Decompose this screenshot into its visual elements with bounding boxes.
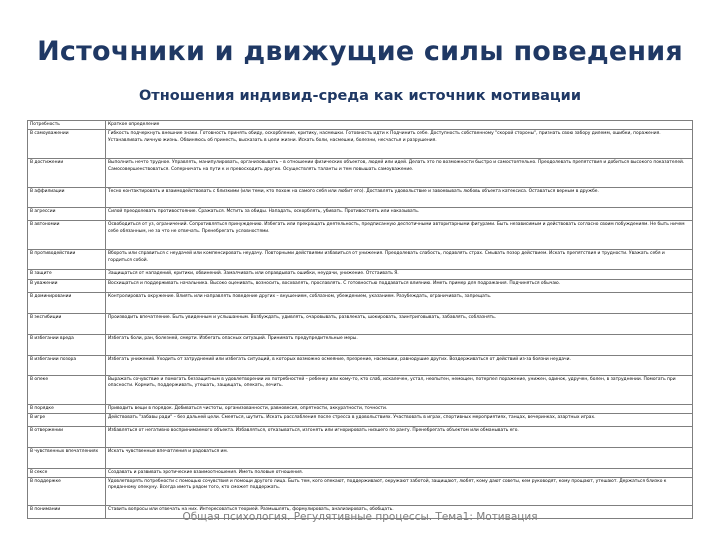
header-cell-description: Краткое определение xyxy=(106,121,693,130)
need-description-cell: Ставить вопросы или отвечать на них. Интересоваться теорией. Размышлять, формулировать, анализировать, обобщать. xyxy=(106,506,693,519)
need-name-cell: В самоуважении xyxy=(28,130,106,159)
need-name-cell: В уважении xyxy=(28,279,106,292)
need-description-cell: Искать чувственные впечатления и радоваться им. xyxy=(106,447,693,468)
need-description-cell: Создавать и развивать эротические взаимоотношения. Иметь половые отношения. xyxy=(106,468,693,477)
table-row xyxy=(28,375,693,404)
need-description-cell: Действовать "забавы ради" – без дальней цели. Смеяться, шутить. Искать расслабления после стресса в удовольствиях. Участвовать в играх, спортивных мероприятиях, танцах, вечеринках, азартных играх. xyxy=(106,413,693,426)
need-description-cell: Избегать боли, ран, болезней, смерти. Избегать опасных ситуаций. Принимать предупредительные меры. xyxy=(106,334,693,355)
need-name-cell: В отвержении xyxy=(28,426,106,447)
table-row xyxy=(28,292,693,313)
need-name-cell: В автономии xyxy=(28,221,106,250)
table-row xyxy=(28,313,693,334)
need-name-cell: В порядке xyxy=(28,404,106,413)
table-row xyxy=(28,404,693,413)
table-row xyxy=(28,159,693,188)
needs-table xyxy=(27,120,693,519)
need-description-cell: Восхищаться и поддерживать начальника. Высоко оценивать, возносить, восхвалять, прославлять. С готовностью поддаваться влиянию. Иметь пример для подражания. Подчиняться обычаю. xyxy=(106,279,693,292)
table-row xyxy=(28,130,693,159)
need-description-cell: Производить впечатление. Быть увиденным и услышанным. Возбуждать, удивлять, очаровывать, развлекать, шокировать, заинтриговывать, забавлять, соблазнять. xyxy=(106,313,693,334)
need-name-cell: В чувственных впечатлениях xyxy=(28,447,106,468)
need-name-cell: В понимании xyxy=(28,506,106,519)
need-description-cell: Контролировать окружение. Влиять или направлять поведение других – внушением, соблазном, убеждением, указанием. Разубеждать, ограничивать, запрещать. xyxy=(106,292,693,313)
header-cell-need: Потребность xyxy=(28,121,106,130)
table-row xyxy=(28,447,693,468)
table-row xyxy=(28,468,693,477)
need-description-cell: Вбороть или справиться с неудачей или компенсировать неудачу. Повторными действиями избавиться от унижения. Преодолевать слабость, подавлять страх. Смывать позор действием. Искать препятствия и трудности. Уважать себя и гордиться собой. xyxy=(106,250,693,270)
need-description-cell: Приводить вещи в порядок. Добиваться чистоты, организованности, равновесия, опрятности, аккуратности, точности. xyxy=(106,404,693,413)
table-row xyxy=(28,270,693,279)
need-description-cell: Освободиться от уз, ограничений. Сопротивляться принуждению. Избегать или прекращать деятельность, предписанную деспотичными авторитарными фигурами. Быть независимым и действовать согласно своим побуждениям. Не быть ничем себе обязанным, не за что не отвечать. Пренебрегать условностями. xyxy=(106,221,693,250)
need-name-cell: В игре xyxy=(28,413,106,426)
table-row xyxy=(28,208,693,221)
need-description-cell: Выражать сочувствие и помогать беззащитным в удовлетворении их потребностей – ребенку или кому-то, кто слаб, искалечен, устал, неопытен, немощен, потерпел поражение, унижен, одинок, удручен, болен, в затруднении. Помогать при опасности. Кормить, поддерживать, утешать, защищать, опекать, лечить. xyxy=(106,375,693,404)
need-description-cell: Удовлетворять потребности с помощью сочувствия и помощи другого лица. Быть тем, кого опекают, поддерживают, окружают заботой, защищают, любят, кому дают советы, кем руководят, кому прощают, утешают. Держаться близко к преданному опекуну. Всегда иметь рядом того, кто сможет поддержать. xyxy=(106,478,693,506)
need-description-cell: Тесно контактировать и взаимодействовать с близкими (или теми, кто похож на самого себя или любит его). Доставлять удовольствие и завоевывать любовь объекта катексиса. Оставаться верным в дружбе. xyxy=(106,188,693,208)
need-description-cell: Гибкость подчеркнуть внешние знаки. Готовность принять обиду, оскорбление, критику, насмешки. Готовность идти к Подчинить себе. Доступность собственному "скорой стороны", признать свою забору дилемм, ошибки, поражения. Устанавливать личную жизнь. Обвиняюсь об принесть, высказать в цели жизни. Искать боли, насмешки, болезни, несчастья и разрушения. xyxy=(106,130,693,159)
need-name-cell: В сексе xyxy=(28,468,106,477)
need-name-cell: В доминировании xyxy=(28,292,106,313)
table-row xyxy=(28,334,693,355)
table-header-row xyxy=(28,121,693,130)
need-name-cell: В аффилиации xyxy=(28,188,106,208)
need-name-cell: В избегании позора xyxy=(28,355,106,375)
need-description-cell: Избавляться от негативно воспринимаемого объекта. Избавляться, отказываться, изгонять или игнорировать низшего по рангу. Пренебрегать объектом или обманывать его. xyxy=(106,426,693,447)
need-name-cell: В противодействии xyxy=(28,250,106,270)
table-row xyxy=(28,413,693,426)
need-name-cell: В избегании вреда xyxy=(28,334,106,355)
table-row xyxy=(28,221,693,250)
need-description-cell: Защищаться от нападений, критики, обвинений. Замалчивать или оправдывать ошибки, неудачи, унижение. Отстаивать Я. xyxy=(106,270,693,279)
need-name-cell: В защите xyxy=(28,270,106,279)
need-description-cell: Выполнить нечто трудное. Управлять, манипулировать, организовывать – в отношении физических объектов, людей или идей. Делать это по возможности быстро и самостоятельно. Преодолевать препятствия и добиться высокого показателей. Самосовершенствоваться. Соперничать на пути к и превосходить других. Осуществлять таланты и тем повышать самоуважение. xyxy=(106,159,693,188)
need-name-cell: В достижении xyxy=(28,159,106,188)
table-row xyxy=(28,279,693,292)
page-footer: Общая психология. Регулятивные процессы. Тема1: Мотивация xyxy=(182,511,538,523)
need-name-cell: В агрессии xyxy=(28,208,106,221)
table-row xyxy=(28,426,693,447)
need-name-cell: В опеке xyxy=(28,375,106,404)
table-row xyxy=(28,478,693,506)
need-name-cell: В эксгибиции xyxy=(28,313,106,334)
need-description-cell: Избегать унижений. Уходить от затруднений или избегать ситуаций, в которых возможно осмеяние, презрение, насмешки, равнодушие других. Воздерживаться от действий из-за боязни неудачи. xyxy=(106,355,693,375)
table-row xyxy=(28,188,693,208)
page-title: Источники и движущие силы поведения xyxy=(37,36,683,67)
table-row xyxy=(28,355,693,375)
need-name-cell: В поддержке xyxy=(28,478,106,506)
table-row xyxy=(28,250,693,270)
need-description-cell: Силой преодолевать противостояние. Сражаться. Мстить за обиды. Нападать, оскорблять, убивать. Противостоять или наказывать. xyxy=(106,208,693,221)
page-subtitle: Отношения индивид-среда как источник мотивации xyxy=(138,88,581,104)
